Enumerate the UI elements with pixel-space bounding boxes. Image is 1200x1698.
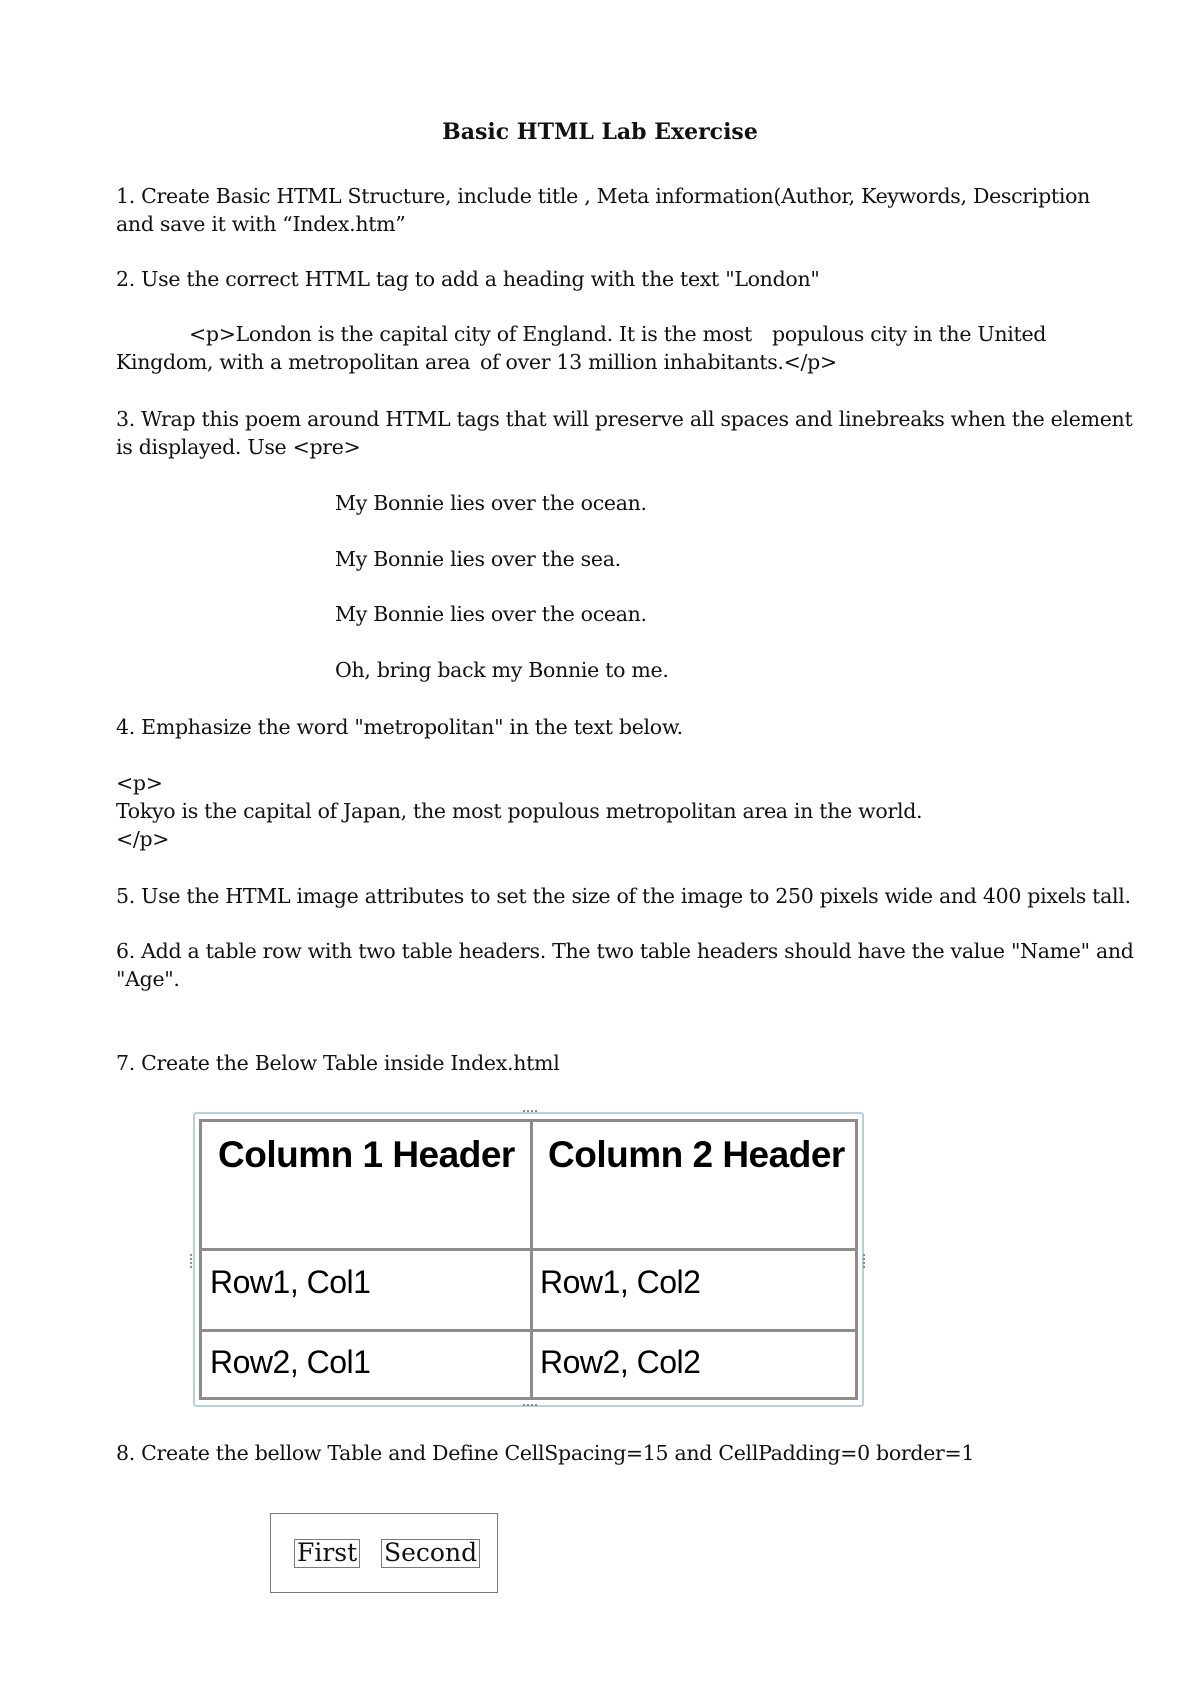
- question-1-line-2: and save it with “Index.htm”: [116, 212, 406, 236]
- table-7-data-cell: Row1, Col1: [210, 1264, 371, 1300]
- question-3-line-2: is displayed. Use <pre>: [116, 435, 361, 459]
- resize-handle-right: [863, 1254, 868, 1268]
- table-7-image: [193, 1112, 864, 1407]
- question-7: 7. Create the Below Table inside Index.html: [116, 1051, 560, 1075]
- question-3-line-1: 3. Wrap this poem around HTML tags that will preserve all spaces and linebreaks when the element: [116, 407, 1133, 431]
- poem-line: Oh, bring back my Bonnie to me.: [335, 658, 669, 682]
- question-2-paragraph-line-1a: <p>London is the capital city of England. It is the most: [189, 322, 752, 346]
- question-6-line-2: "Age".: [116, 967, 180, 991]
- question-5: 5. Use the HTML image attributes to set the size of the image to 250 pixels wide and 400 pixels tall.: [116, 884, 1131, 908]
- question-2-paragraph-line-2b: of over 13 million inhabitants.</p>: [480, 350, 837, 374]
- question-2: 2. Use the correct HTML tag to add a heading with the text "London": [116, 267, 820, 291]
- table-7-header-cell: Column 1 Header: [218, 1134, 515, 1175]
- question-2-paragraph-line-2a: Kingdom, with a metropolitan area: [116, 350, 471, 374]
- page-title: Basic HTML Lab Exercise: [442, 119, 758, 145]
- question-1-line-1: 1. Create Basic HTML Structure, include title , Meta information(Author, Keywords, Description: [116, 184, 1091, 208]
- question-4-close-tag: </p>: [116, 827, 170, 851]
- poem-line: My Bonnie lies over the ocean.: [335, 491, 647, 515]
- table-8-cell: Second: [381, 1539, 480, 1568]
- table-7-row-divider: [202, 1329, 855, 1332]
- question-4: 4. Emphasize the word "metropolitan" in the text below.: [116, 715, 683, 739]
- question-6-line-1: 6. Add a table row with two table headers. The two table headers should have the value "Name" and: [116, 939, 1134, 963]
- poem-line: My Bonnie lies over the sea.: [335, 547, 621, 571]
- table-7-data-cell: Row1, Col2: [540, 1264, 701, 1300]
- table-7-data-cell: Row2, Col2: [540, 1344, 701, 1380]
- table-7-column-divider: [530, 1122, 533, 1397]
- table-7-row-divider: [202, 1248, 855, 1251]
- question-4-text: Tokyo is the capital of Japan, the most populous metropolitan area in the world.: [116, 799, 923, 823]
- table-7-data-cell: Row2, Col1: [210, 1344, 371, 1380]
- poem-line: My Bonnie lies over the ocean.: [335, 602, 647, 626]
- table-8-cell: First: [294, 1539, 360, 1568]
- resize-handle-top: [523, 1110, 537, 1116]
- question-4-open-tag: <p>: [116, 771, 163, 795]
- resize-handle-left: [190, 1254, 195, 1268]
- table-7: [199, 1119, 858, 1400]
- question-8: 8. Create the bellow Table and Define CellSpacing=15 and CellPadding=0 border=1: [116, 1441, 975, 1465]
- question-2-paragraph-line-1b: populous city in the United: [772, 322, 1047, 346]
- resize-handle-bottom: [523, 1404, 537, 1410]
- table-8: [270, 1513, 498, 1593]
- table-7-header-cell: Column 2 Header: [548, 1134, 845, 1175]
